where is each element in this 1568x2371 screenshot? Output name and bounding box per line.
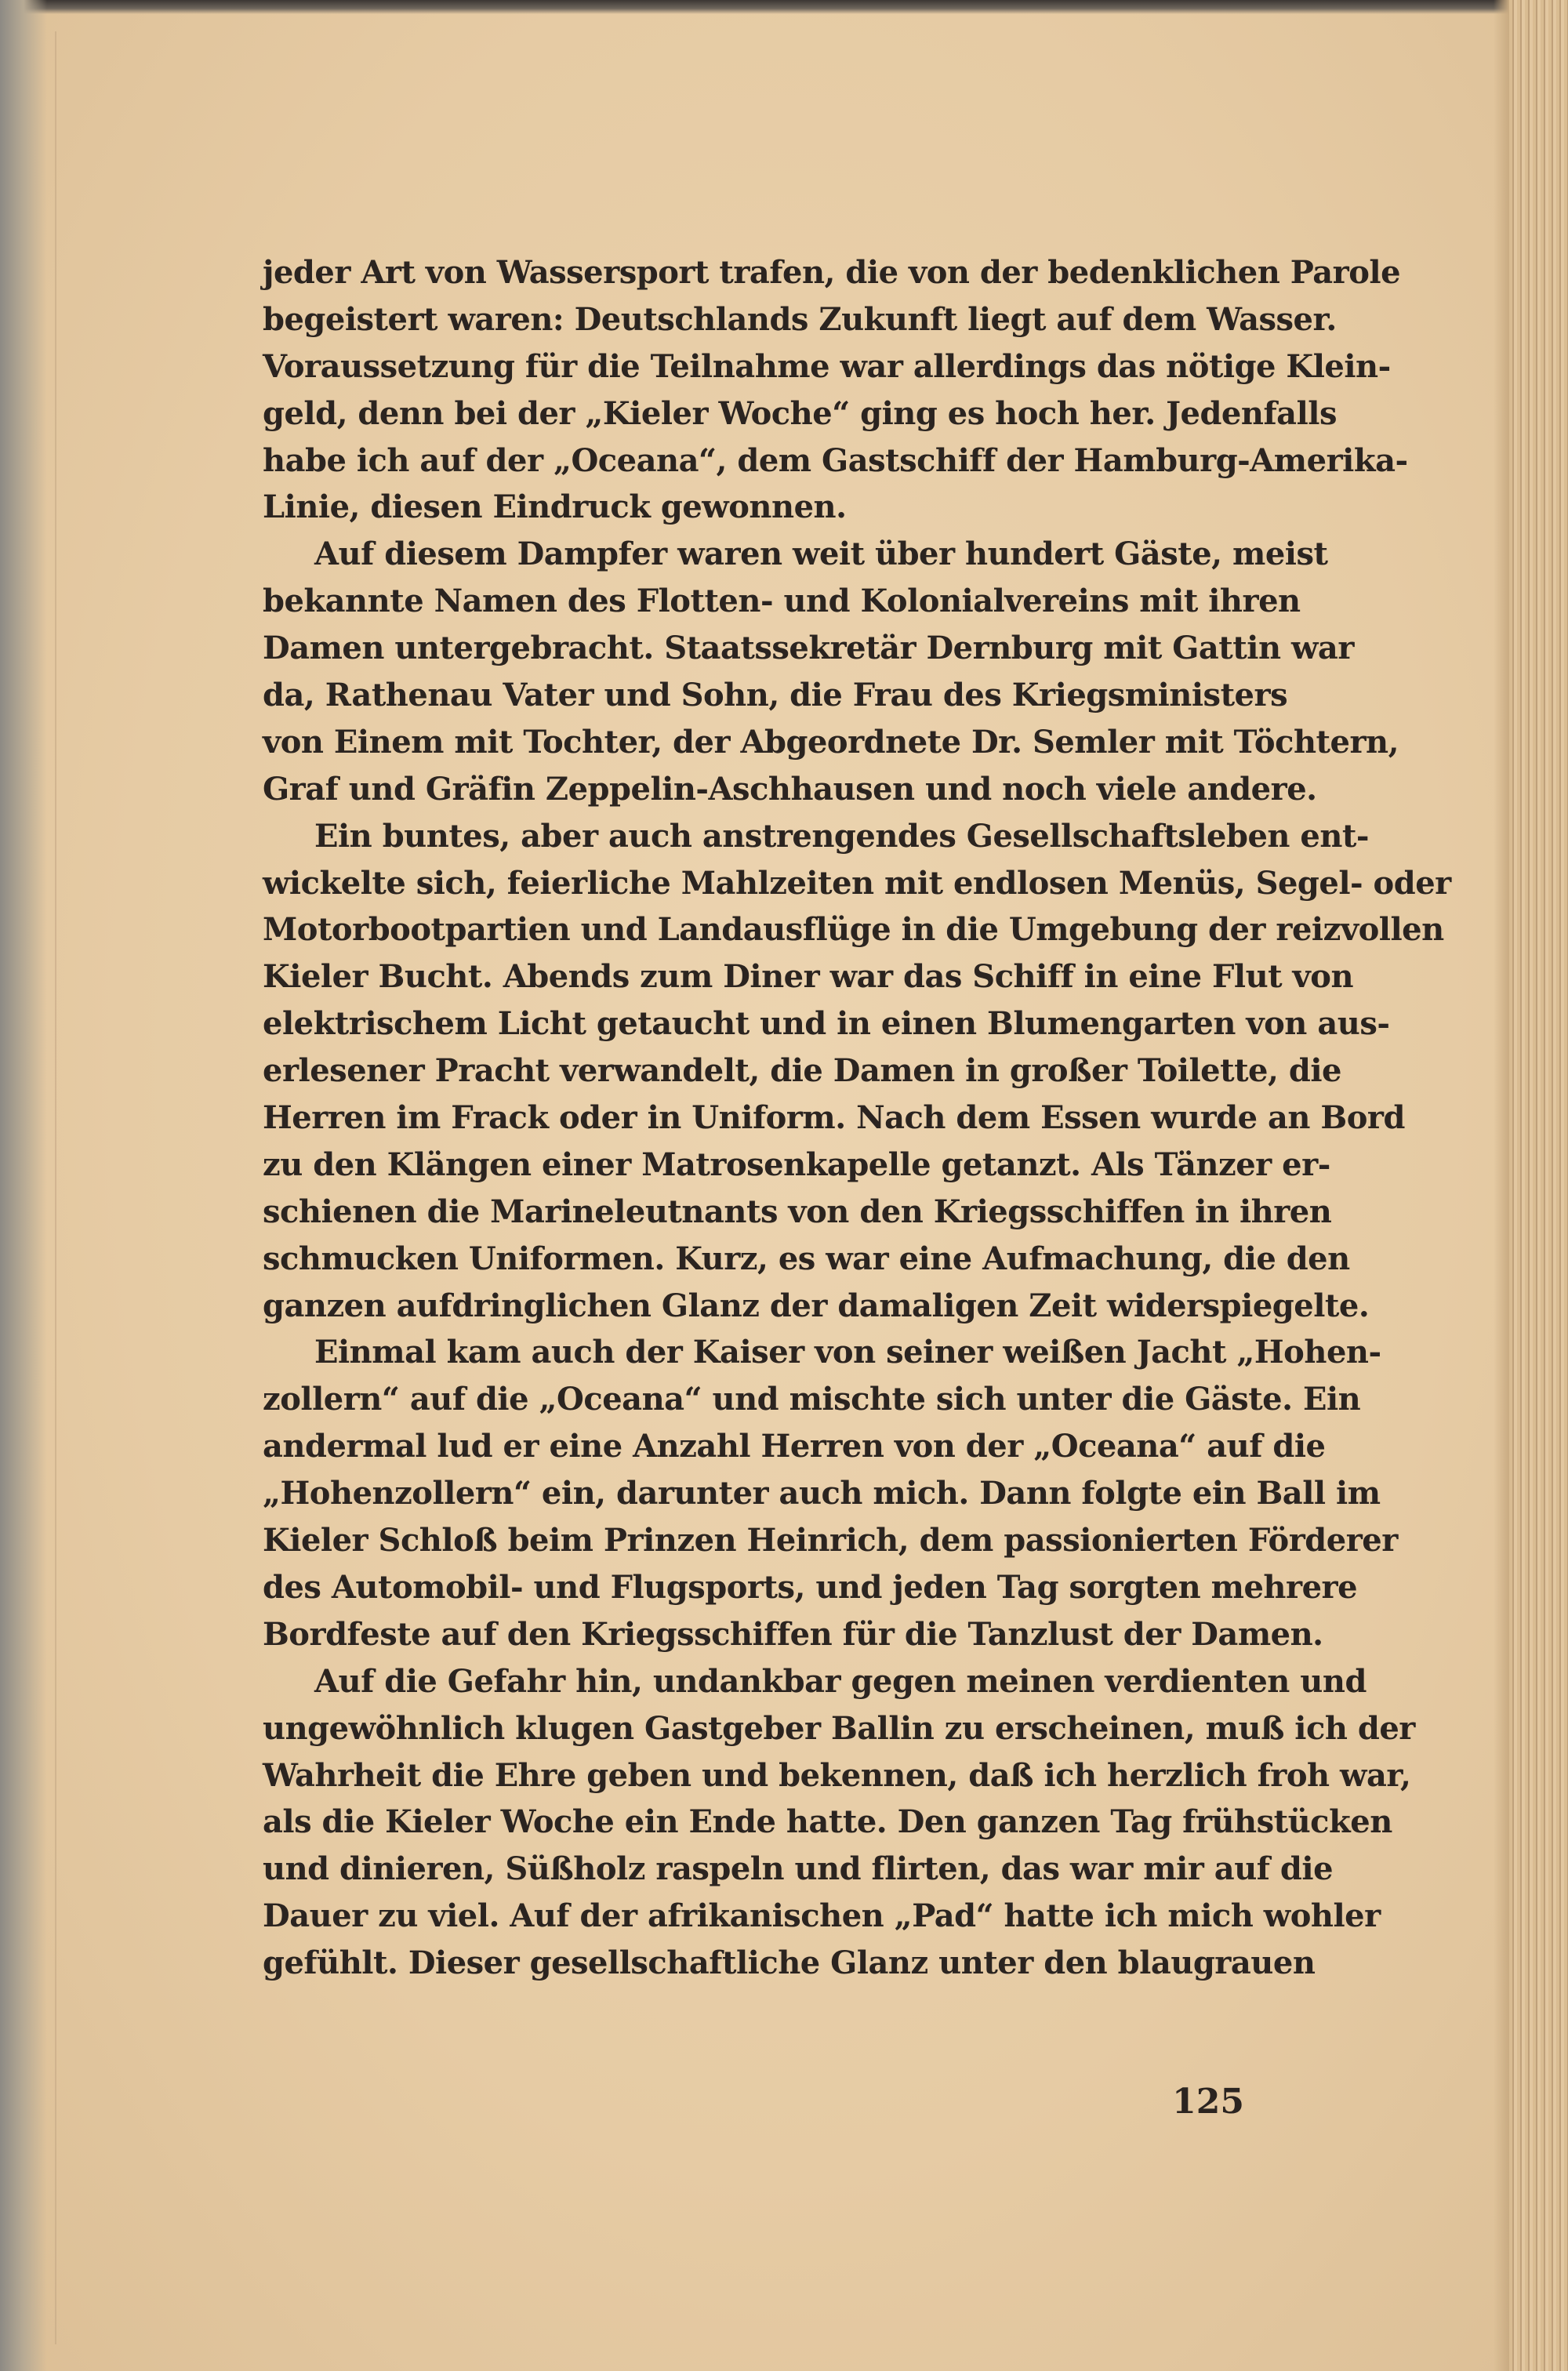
text-line: „Hohenzollern“ ein, darunter auch mich. Dann folgte ein Ball im bbox=[263, 1475, 1381, 1512]
text-line: da, Rathenau Vater und Sohn, die Frau des Kriegsministers bbox=[263, 677, 1288, 714]
paragraph bbox=[263, 531, 1399, 812]
text-line: schmucken Uniformen. Kurz, es war eine Aufmachung, die den bbox=[263, 1240, 1350, 1277]
text-line: Auf die Gefahr hin, undankbar gegen meinen verdienten und bbox=[314, 1662, 1367, 1700]
text-line: bekannte Namen des Flotten- und Kolonialvereins mit ihren bbox=[263, 583, 1301, 620]
page-stack-edge bbox=[1509, 0, 1568, 2371]
paragraph bbox=[263, 813, 1451, 1330]
text-line: Damen untergebracht. Staatssekretär Dernburg mit Gattin war bbox=[263, 630, 1354, 667]
text-line: zollern“ auf die „Oceana“ und mischte sich unter die Gäste. Ein bbox=[263, 1381, 1361, 1418]
paragraph bbox=[263, 249, 1408, 531]
text-line: Linie, diesen Eindruck gewonnen. bbox=[263, 488, 847, 526]
page-edge-shadow bbox=[1494, 0, 1509, 2371]
gutter-crease bbox=[55, 31, 56, 2344]
text-line: Kieler Bucht. Abends zum Diner war das Schiff in eine Flut von bbox=[263, 958, 1354, 996]
book-spine-edge bbox=[0, 0, 47, 2371]
text-line: gefühlt. Dieser gesellschaftliche Glanz unter den blaugrauen bbox=[263, 1944, 1316, 1982]
paragraph bbox=[263, 1329, 1398, 1658]
paragraph bbox=[263, 1658, 1415, 1987]
text-line: ungewöhnlich klugen Gastgeber Ballin zu erscheinen, muß ich der bbox=[263, 1709, 1415, 1747]
text-line: geld, denn bei der „Kieler Woche“ ging es hoch her. Jedenfalls bbox=[263, 394, 1337, 432]
text-line: schienen die Marineleutnants von den Kriegsschiffen in ihren bbox=[263, 1193, 1332, 1230]
text-line: Bordfeste auf den Kriegsschiffen für die Tanzlust der Damen. bbox=[263, 1615, 1323, 1653]
page-number: 125 bbox=[1172, 2082, 1244, 2122]
text-line: habe ich auf der „Oceana“, dem Gastschiff der Hamburg-Amerika- bbox=[263, 441, 1408, 479]
text-line: Herren im Frack oder in Uniform. Nach dem Essen wurde an Bord bbox=[263, 1099, 1405, 1137]
text-line: Voraussetzung für die Teilnahme war allerdings das nötige Klein- bbox=[263, 347, 1391, 385]
text-line: elektrischem Licht getaucht und in einen Blumengarten von aus- bbox=[263, 1005, 1390, 1043]
text-line: Motorbootpartien und Landausflüge in die Umgebung der reizvollen bbox=[263, 911, 1444, 949]
text-line: und dinieren, Süßholz raspeln und flirten, das war mir auf die bbox=[263, 1850, 1334, 1888]
text-line: Wahrheit die Ehre geben und bekennen, daß ich herzlich froh war, bbox=[263, 1756, 1411, 1794]
text-line: des Automobil- und Flugsports, und jeden Tag sorgten mehrere bbox=[263, 1568, 1358, 1606]
text-line: andermal lud er eine Anzahl Herren von der „Oceana“ auf die bbox=[263, 1428, 1326, 1465]
text-line: Kieler Schloß beim Prinzen Heinrich, dem passionierten Förderer bbox=[263, 1522, 1398, 1559]
text-line: als die Kieler Woche ein Ende hatte. Den ganzen Tag frühstücken bbox=[263, 1803, 1392, 1841]
text-line: Graf und Gräfin Zeppelin-Aschhausen und noch viele andere. bbox=[263, 770, 1317, 808]
text-line: ganzen aufdringlichen Glanz der damaligen Zeit widerspiegelte. bbox=[263, 1287, 1370, 1324]
body-text bbox=[263, 249, 1451, 1987]
text-line: von Einem mit Tochter, der Abgeordnete Dr. Semler mit Töchtern, bbox=[263, 723, 1399, 761]
scan-top-edge bbox=[0, 0, 1568, 14]
text-line: erlesener Pracht verwandelt, die Damen in großer Toilette, die bbox=[263, 1052, 1341, 1090]
text-line: Auf diesem Dampfer waren weit über hundert Gäste, meist bbox=[314, 536, 1328, 573]
text-line: begeistert waren: Deutschlands Zukunft liegt auf dem Wasser. bbox=[263, 300, 1337, 338]
text-line: jeder Art von Wassersport trafen, die von der bedenklichen Parole bbox=[263, 254, 1401, 291]
text-line: zu den Klängen einer Matrosenkapelle getanzt. Als Tänzer er- bbox=[263, 1146, 1330, 1183]
text-line: Einmal kam auch der Kaiser von seiner weißen Jacht „Hohen- bbox=[314, 1334, 1381, 1371]
text-line: wickelte sich, feierliche Mahlzeiten mit endlosen Menüs, Segel- oder bbox=[263, 864, 1451, 902]
text-line: Ein buntes, aber auch anstrengendes Gesellschaftsleben ent- bbox=[314, 817, 1370, 855]
text-line: Dauer zu viel. Auf der afrikanischen „Pad“ hatte ich mich wohler bbox=[263, 1897, 1381, 1935]
